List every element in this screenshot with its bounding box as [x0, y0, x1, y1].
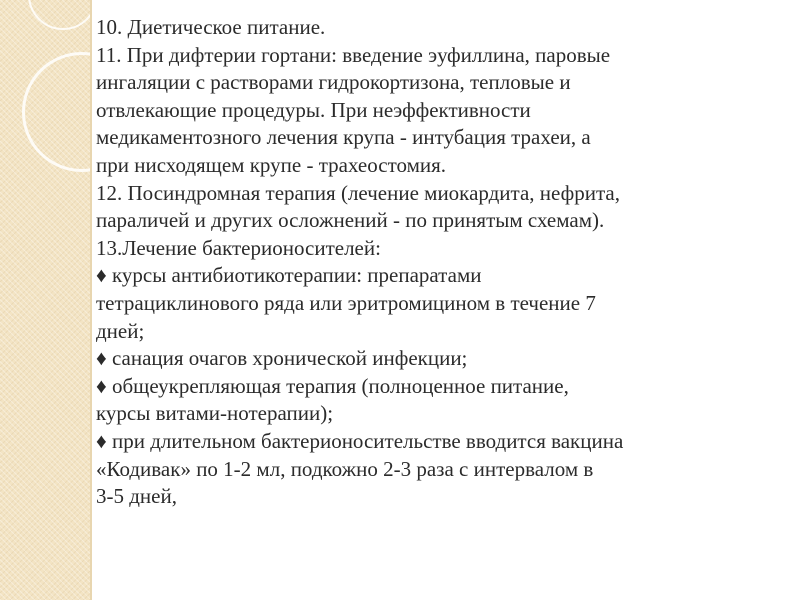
text-line: при нисходящем крупе - трахеостомия. — [96, 152, 447, 177]
text-line: 12. Посиндромная терапия (лечение миокардита, нефрита, — [96, 180, 620, 205]
text-line: 10. Диетическое питание. — [96, 15, 326, 39]
text-line: 11. При дифтерии гортани: введение эуфиллина, паровые — [96, 42, 611, 67]
text-line: «Кодивак» по 1-2 мл, подкожно 2-3 раза с интервалом в — [96, 456, 594, 481]
text-line: ингаляции с растворами гидрокортизона, тепловые и — [96, 70, 571, 95]
text-line: курсы витами-нотерапии); — [96, 401, 334, 426]
text-line: ♦ общеукрепляющая терапия (полноценное питание, — [96, 373, 569, 398]
decorative-side-band — [0, 0, 90, 600]
text-line: ♦ санация очагов хронической инфекции; — [96, 346, 468, 371]
text-line: медикаментозного лечения крупа - интубация трахеи, а — [96, 125, 591, 150]
slide-text-body — [96, 14, 786, 511]
band-divider — [90, 0, 92, 600]
text-line: тетрациклинового ряда или эритромицином в течение 7 — [96, 290, 596, 315]
decorative-ring-small — [28, 0, 98, 30]
text-line: 3-5 дней, — [96, 484, 177, 509]
text-line: дней; — [96, 318, 145, 343]
text-line: ♦ при длительном бактерионосительстве вводится вакцина — [96, 428, 624, 453]
text-line: 13.Лечение бактерионосителей: — [96, 235, 381, 260]
text-line: отвлекающие процедуры. При неэффективности — [96, 97, 531, 122]
text-line: ♦ курсы антибиотикотерапии: препаратами — [96, 263, 482, 288]
text-line: параличей и других осложнений - по принятым схемам). — [96, 208, 605, 233]
